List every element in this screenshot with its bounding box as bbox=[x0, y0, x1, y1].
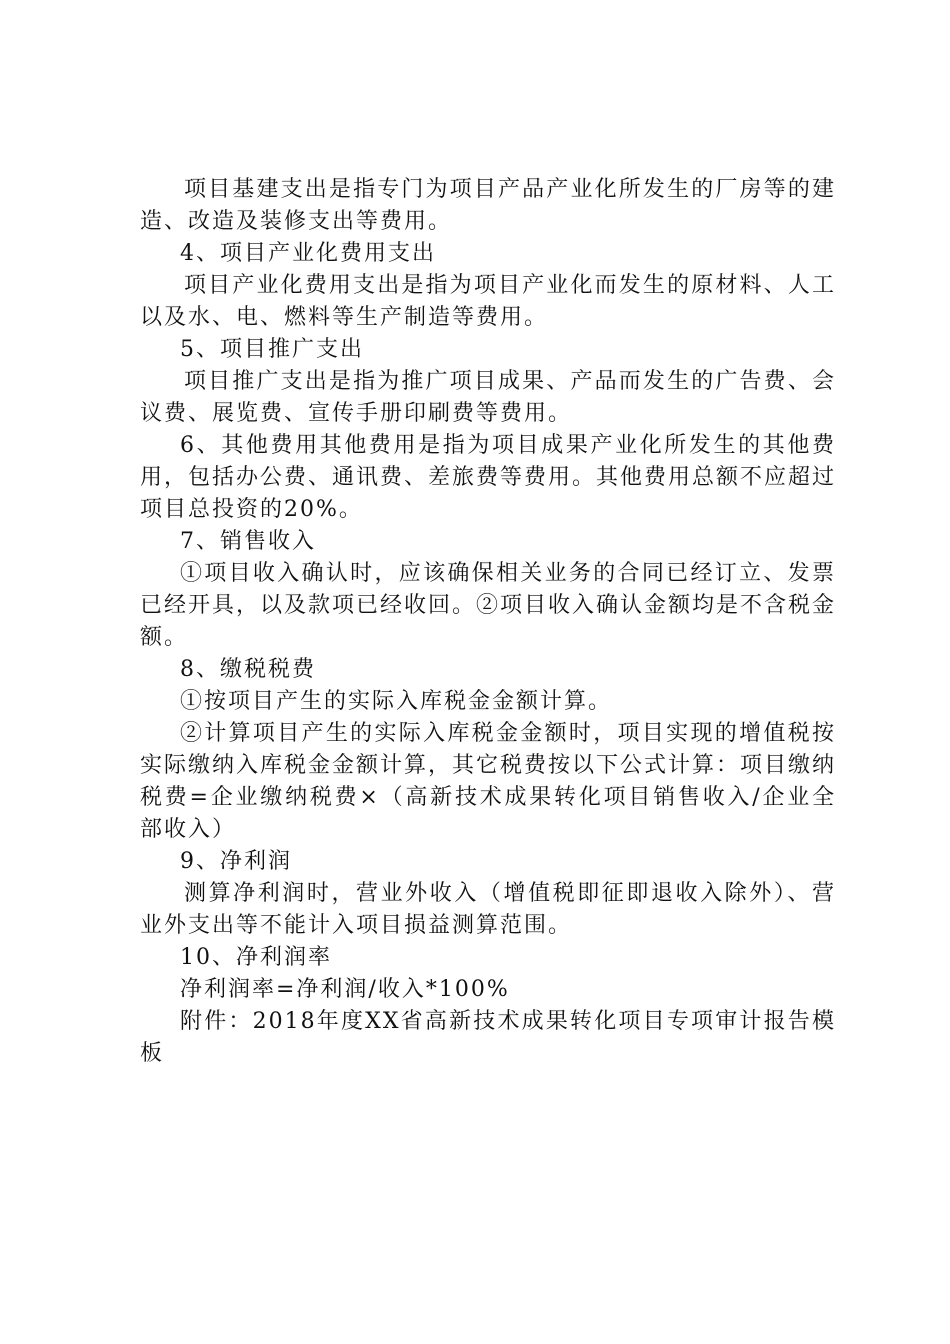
paragraph-tax-item-2: ②计算项目产生的实际入库税金金额时，项目实现的增值税按实际缴纳入库税金金额计算，其它税费按以下公式计算：项目缴纳税费=企业缴纳税费×（高新技术成果转化项目销售收入/企业全部收入） bbox=[140, 721, 837, 842]
paragraph-promotion-expense: 项目推广支出是指为推广项目成果、产品而发生的广告费、会议费、展览费、宣传手册印刷费等费用。 bbox=[140, 369, 836, 426]
heading-industrialization-expense: 4、项目产业化费用支出 bbox=[180, 241, 436, 266]
paragraph-industrialization-expense: 项目产业化费用支出是指为项目产业化而发生的原材料、人工以及水、电、燃料等生产制造等费用。 bbox=[140, 273, 836, 330]
paragraph-attachment: 附件：2018年度XX省高新技术成果转化项目专项审计报告模板 bbox=[140, 1009, 836, 1066]
paragraph-infrastructure-expense: 项目基建支出是指专门为项目产品产业化所发生的厂房等的建造、改造及装修支出等费用。 bbox=[140, 177, 836, 234]
paragraph-other-expense: 6、其他费用其他费用是指为项目成果产业化所发生的其他费用，包括办公费、通讯费、差旅费等费用。其他费用总额不应超过项目总投资的20%。 bbox=[140, 433, 837, 522]
document-body bbox=[140, 174, 836, 1070]
paragraph-sales-revenue: ①项目收入确认时，应该确保相关业务的合同已经订立、发票已经开具，以及款项已经收回。②项目收入确认金额均是不含税金额。 bbox=[140, 561, 837, 650]
heading-sales-revenue: 7、销售收入 bbox=[180, 529, 316, 554]
heading-net-profit: 9、净利润 bbox=[180, 849, 292, 874]
paragraph-net-profit: 测算净利润时，营业外收入（增值税即征即退收入除外）、营业外支出等不能计入项目损益测算范围。 bbox=[140, 881, 836, 938]
paragraph-net-profit-rate: 净利润率=净利润/收入*100% bbox=[180, 977, 510, 1002]
paragraph-tax-item-1: ①按项目产生的实际入库税金金额计算。 bbox=[180, 689, 613, 714]
heading-net-profit-rate: 10、净利润率 bbox=[180, 945, 332, 970]
heading-promotion-expense: 5、项目推广支出 bbox=[180, 337, 364, 362]
heading-tax-payment: 8、缴税税费 bbox=[180, 657, 316, 682]
